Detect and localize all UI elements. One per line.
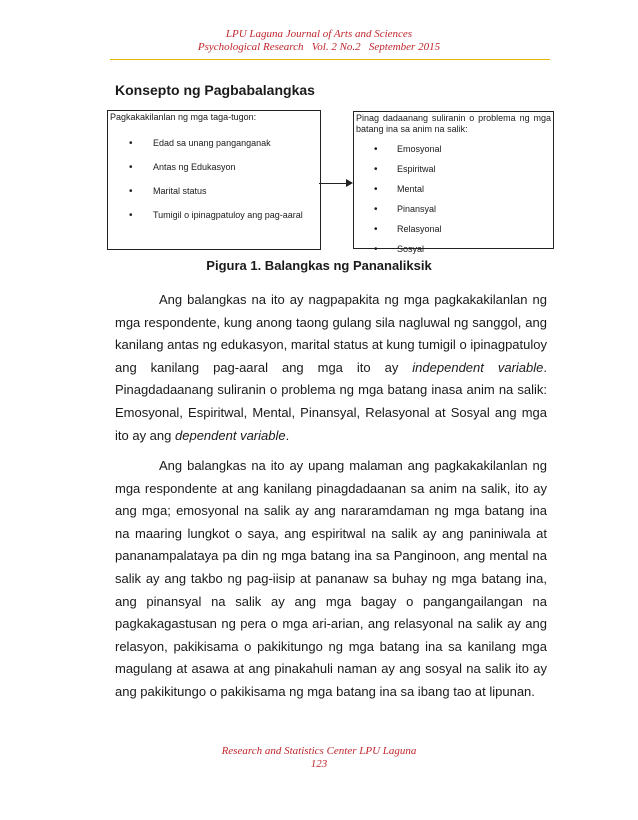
list-item [354,164,553,175]
connector-line [319,183,349,184]
list-item-text: Mental [397,184,425,194]
bullet-icon: • [374,224,378,235]
list-item-text: Espiritwal [397,164,436,174]
list-item [354,224,553,235]
bullet-icon: • [374,164,378,175]
arrow-right-icon [346,179,353,187]
figure-caption: Pigura 1. Balangkas ng Pananaliksik [206,258,432,273]
bullet-icon: • [129,210,133,221]
paragraph-text: . [285,427,290,443]
emphasis-text: dependent variable [175,427,286,443]
list-item-text: Relasyonal [397,224,442,234]
page-footer [0,745,638,771]
bullet-icon: • [129,186,133,197]
paragraph-text: Ang balangkas na ito ay nagpapakita ng mga pagkakakilanlan ng mga respondente, kung anong taong gulang sila nagluwal ng sanggol, ang kanilang antas ng edukasyon, marital status at kung tumigil o ipinagpatuloy ang kanilang pag-aaral ang mga ito ay [115,292,547,375]
section-title: Konsepto ng Pagbabalangkas [115,82,315,98]
bullet-icon: • [129,138,133,149]
dependent-variable-box [353,111,554,255]
journal-title: LPU Laguna Journal of Arts and Sciences [225,28,413,40]
left-box-title: Pagkakakilanlan ng mga taga-tugon: [110,112,257,122]
journal-header [0,28,638,54]
emphasis-text: independent variable [412,359,544,375]
left-box-list [108,138,320,221]
list-item [108,186,320,197]
list-item [108,210,320,221]
header-divider [110,59,550,60]
list-item-text: Edad sa unang panganganak [153,138,271,148]
journal-issue: Psychological Research Vol. 2 No.2 September 2015 [197,41,441,53]
list-item [354,184,553,195]
independent-variable-box [107,110,321,250]
list-item-text: Sosyal [397,244,425,254]
list-item [108,162,320,173]
list-item-text: Tumigil o ipinagpatuloy ang pag-aaral [153,210,303,220]
list-item [354,244,553,255]
bullet-icon: • [374,144,378,155]
paragraph-text: . Pinagdadaanang suliranin o problema ng mga batang inasa anim na salik: Emosyonal, Espiritwal, Mental, Pinansyal, Relasyonal at Sosyal ang mga ito ay ang [115,359,547,443]
right-box-list [354,144,553,255]
list-item-text: Pinansyal [397,204,437,214]
footer-center-name: Research and Statistics Center LPU Laguna [221,745,417,757]
page-number: 123 [310,758,328,770]
body-paragraph: Ang balangkas na ito ay upang malaman ang pagkakakilanlan ng mga respondente at ang kanilang pinagdadaanan sa anim na salik, ito ay ang mga; emosyonal na salik ay ang nararamdaman ng mga batang ina na maaring lungkot o saya, ang espiritwal na salik ay ang paniniwala at pananampalataya pa din ng mga batang ina sa Panginoon, ang mental na salik ay ang takbo ng pag-iisip at pananaw sa buhay ng mga batang ina, ang pinansyal na salik ay ang mga bagay o pangangailangan na pagkakagastusan ng pera o mga ari-arian, ang relasyonal na salik ay ang relasyon, pakikisama o pakikitungo ng mga batang ina sa kanilang mga magulang at asawa at ang pinakahuli naman ay ang sosyal na salik ito ay ang pakikitungo o pakikisama ng mga batang ina sa ibang tao at lipunan. [115,458,547,699]
list-item [108,138,320,149]
bullet-icon: • [374,204,378,215]
bullet-icon: • [374,184,378,195]
bullet-icon: • [129,162,133,173]
body-paragraph [115,289,547,447]
right-box-title: Pinag dadaanang suliranin o problema ng mga batang ina sa anim na salik: [356,113,551,134]
bullet-icon: • [374,244,378,255]
list-item [354,204,553,215]
list-item-text: Antas ng Edukasyon [153,162,236,172]
list-item-text: Marital status [153,186,207,196]
list-item-text: Emosyonal [397,144,442,154]
list-item [354,144,553,155]
